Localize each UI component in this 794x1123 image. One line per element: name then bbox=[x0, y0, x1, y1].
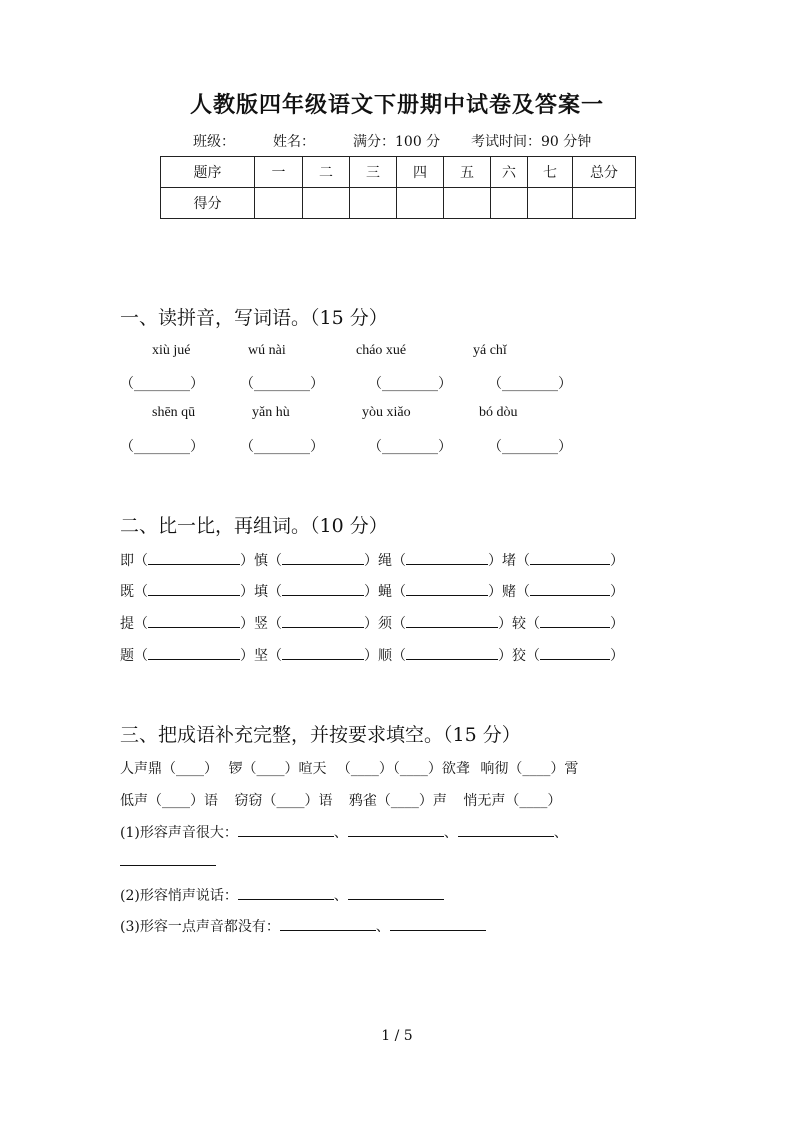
fill-line[interactable] bbox=[282, 552, 364, 565]
section3-heading: 三、把成语补充完整，并按要求填空。（15 分） bbox=[120, 724, 521, 746]
header-cell: 三 bbox=[350, 157, 397, 188]
score-cell[interactable] bbox=[303, 188, 350, 219]
fill-line[interactable] bbox=[280, 918, 376, 931]
score-table-header bbox=[161, 157, 636, 188]
pinyin: bó dòu bbox=[479, 405, 518, 420]
score-cell[interactable] bbox=[573, 188, 636, 219]
fill-line[interactable] bbox=[406, 615, 498, 628]
fill-line[interactable] bbox=[348, 887, 444, 900]
score-cell[interactable] bbox=[491, 188, 528, 219]
name-label: 姓名： bbox=[273, 134, 315, 150]
header-cell: 题序 bbox=[161, 157, 255, 188]
char: 填 bbox=[254, 584, 268, 600]
pinyin: yá chǐ bbox=[473, 343, 507, 358]
compare-row: 即（ ）慎（ ）绳（ ）堵（ ） bbox=[120, 553, 624, 569]
exam-time: 考试时间：90 分钟 bbox=[471, 134, 592, 150]
answer-blank[interactable]: （________） bbox=[240, 439, 324, 455]
question-3 bbox=[120, 916, 486, 936]
fill-line[interactable] bbox=[406, 583, 488, 596]
separator: 、 bbox=[333, 825, 348, 841]
score-table bbox=[160, 156, 636, 219]
header-cell: 总分 bbox=[573, 157, 636, 188]
char: 堵 bbox=[502, 553, 516, 569]
fill-line[interactable] bbox=[458, 824, 554, 837]
fill-line[interactable] bbox=[238, 887, 334, 900]
separator: 、 bbox=[553, 825, 568, 841]
score-cell[interactable] bbox=[255, 188, 303, 219]
header-cell: 一 bbox=[255, 157, 303, 188]
char: 竖 bbox=[254, 616, 268, 632]
fill-line[interactable] bbox=[282, 615, 364, 628]
fill-line[interactable] bbox=[148, 647, 240, 660]
question-label: (3)形容一点声音都没有： bbox=[120, 919, 280, 935]
char: 较 bbox=[512, 616, 526, 632]
fill-line[interactable] bbox=[540, 615, 610, 628]
answer-blank[interactable]: （________） bbox=[368, 439, 452, 455]
score-cell[interactable] bbox=[528, 188, 573, 219]
question-2 bbox=[120, 885, 444, 905]
char: 即 bbox=[120, 553, 134, 569]
question-1 bbox=[120, 822, 568, 842]
char: 绳 bbox=[378, 553, 392, 569]
class-label: 班级： bbox=[193, 134, 235, 150]
fill-line[interactable] bbox=[238, 824, 334, 837]
char: 题 bbox=[120, 648, 134, 664]
pinyin: wú nài bbox=[248, 343, 286, 358]
fill-line[interactable] bbox=[530, 552, 610, 565]
header-cell: 六 bbox=[491, 157, 528, 188]
compare-row: 提（ ）竖（ ）须（ ）较（ ） bbox=[120, 616, 624, 632]
idiom-line[interactable]: 人声鼎（____） 锣（____）喧天 （____）（____）欲聋 响彻（____）霄 bbox=[120, 761, 579, 777]
full-score: 满分：100 分 bbox=[353, 134, 441, 150]
fill-line[interactable] bbox=[530, 583, 610, 596]
section2-heading: 二、比一比，再组词。（10 分） bbox=[120, 515, 388, 537]
page-title: 人教版四年级语文下册期中试卷及答案一 bbox=[189, 92, 604, 118]
char: 既 bbox=[120, 584, 134, 600]
score-table-row bbox=[161, 188, 636, 219]
fill-line[interactable] bbox=[390, 918, 486, 931]
char: 慎 bbox=[254, 553, 268, 569]
separator: 、 bbox=[375, 919, 390, 935]
answer-blank[interactable]: （________） bbox=[120, 439, 204, 455]
score-cell[interactable] bbox=[397, 188, 444, 219]
question-label: (2)形容悄声说话： bbox=[120, 888, 238, 904]
fill-line[interactable] bbox=[148, 583, 240, 596]
fill-line[interactable] bbox=[406, 552, 488, 565]
fill-line[interactable] bbox=[540, 647, 610, 660]
char: 坚 bbox=[254, 648, 268, 664]
header-cell: 二 bbox=[303, 157, 350, 188]
pinyin: xiù jué bbox=[152, 343, 191, 358]
question-label: (1)形容声音很大： bbox=[120, 825, 238, 841]
separator: 、 bbox=[443, 825, 458, 841]
fill-line[interactable] bbox=[282, 583, 364, 596]
answer-blank[interactable]: （________） bbox=[120, 376, 204, 392]
answer-blank[interactable]: （________） bbox=[488, 376, 572, 392]
page-number: 1 / 5 bbox=[381, 1028, 413, 1044]
header-cell: 五 bbox=[444, 157, 491, 188]
compare-row: 题（ ）坚（ ）顺（ ）狡（ ） bbox=[120, 648, 624, 664]
separator: 、 bbox=[333, 888, 348, 904]
char: 提 bbox=[120, 616, 134, 632]
fill-line[interactable] bbox=[348, 824, 444, 837]
pinyin: shēn qū bbox=[152, 405, 196, 420]
char: 顺 bbox=[378, 648, 392, 664]
char: 须 bbox=[378, 616, 392, 632]
answer-blank[interactable]: （________） bbox=[368, 376, 452, 392]
idiom-line[interactable]: 低声（____）语 窃窃（____）语 鸦雀（____）声 悄无声（____） bbox=[120, 793, 562, 809]
score-cell[interactable] bbox=[444, 188, 491, 219]
fill-line[interactable] bbox=[148, 552, 240, 565]
answer-blank[interactable]: （________） bbox=[488, 439, 572, 455]
answer-blank[interactable]: （________） bbox=[240, 376, 324, 392]
fill-line[interactable] bbox=[120, 853, 216, 866]
fill-line[interactable] bbox=[406, 647, 498, 660]
score-cell[interactable] bbox=[350, 188, 397, 219]
fill-line[interactable] bbox=[148, 615, 240, 628]
row-label: 得分 bbox=[161, 188, 255, 219]
char: 蝇 bbox=[378, 584, 392, 600]
pinyin: yòu xiǎo bbox=[362, 405, 411, 420]
section1-heading: 一、读拼音，写词语。（15 分） bbox=[120, 307, 388, 329]
pinyin: yǎn hù bbox=[252, 405, 290, 420]
header-cell: 四 bbox=[397, 157, 444, 188]
char: 赌 bbox=[502, 584, 516, 600]
compare-row: 既（ ）填（ ）蝇（ ）赌（ ） bbox=[120, 584, 624, 600]
char: 狡 bbox=[512, 648, 526, 664]
pinyin: cháo xué bbox=[356, 343, 407, 358]
fill-line[interactable] bbox=[282, 647, 364, 660]
header-cell: 七 bbox=[528, 157, 573, 188]
